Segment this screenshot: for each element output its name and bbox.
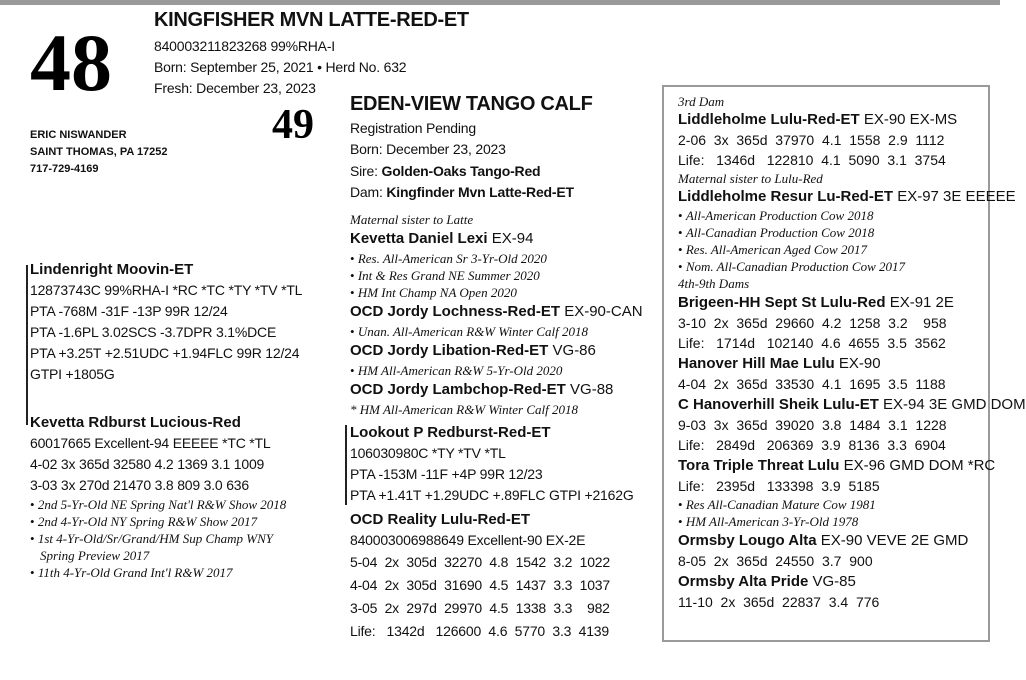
lougo-entry [678,530,984,551]
lot-48-reg: 840003211823268 99%RHA-I [154,38,335,54]
resur-note: • All-Canadian Production Cow 2018 [678,224,984,241]
mae-record: 4-04 2x 365d 33530 4.1 1695 3.5 1188 [678,376,946,392]
resur-note: • All-American Production Cow 2018 [678,207,984,224]
sire-line: 12873743C 99%RHA-I *RC *TC *TY *TV *TL [30,282,303,298]
pride-name: Ormsby Alta Pride [678,573,809,590]
sire-line: PTA +3.25T +2.51UDC +1.94FLC 99R 12/24 [30,345,300,361]
lougo-record: 8-05 2x 365d 24550 3.7 900 [678,553,873,569]
consignor-city: SAINT THOMAS, PA 17252 [30,146,168,158]
sire-bracket [26,265,28,425]
dam-line: 4-02 3x 365d 32580 4.2 1369 3.1 1009 [30,456,265,472]
lexi-note: • Int & Res Grand NE Summer 2020 [350,267,650,284]
threat-entry [678,455,996,476]
third-dam-label: 3rd Dam [678,94,725,109]
mgs-line: 106030980C *TY *TV *TL [350,445,506,461]
sister-label: Maternal sister to Lulu-Red [678,171,823,186]
lexi-note: • HM Int Champ NA Open 2020 [350,284,650,301]
mgs-block-name: Lookout P Redburst-Red-ET [350,424,551,441]
sept-entry [678,292,984,313]
lochness-note: • Unan. All-American R&W Winter Calf 2018 [350,323,650,340]
lochness-entry [350,301,650,323]
siblings-block [350,211,650,418]
lochness-class: EX-90-CAN [564,303,643,320]
lambchop-name: OCD Jordy Lambchop-Red-ET [350,381,566,398]
dam-note: • 1st 4-Yr-Old/Sr/Grand/HM Sup Champ WNY [30,530,350,547]
sheik-entry [678,394,1026,415]
dam-note: • 2nd 5-Yr-Old NE Spring Nat'l R&W Show 2018 [30,496,350,513]
sire-line: PTA -1.6PL 3.02SCS -3.7DPR 3.1%DCE [30,324,277,340]
threat-record: Life: 2395d 133398 3.9 5185 [678,478,880,494]
dam-line: 3-03 3x 270d 21470 3.8 809 3.0 636 [30,477,249,493]
consignor-name: ERIC NISWANDER [30,129,127,141]
granddam-line: 3-05 2x 297d 29970 4.5 1338 3.3 982 [350,600,610,616]
lambchop-note: * HM All-American R&W Winter Calf 2018 [350,401,650,418]
pride-class: VG-85 [812,573,856,590]
libation-name: OCD Jordy Libation-Red-ET [350,342,549,359]
dam-line: 60017665 Excellent-94 EEEEE *TC *TL [30,435,271,451]
granddam-line: 840003006988649 Excellent-90 EX-2E [350,532,586,548]
resur-name: Liddleholme Resur Lu-Red-ET [678,188,894,205]
sheik-record: 9-03 3x 365d 39020 3.8 1484 3.1 1228 [678,417,947,433]
lot-48-name: KINGFISHER MVN LATTE-RED-ET [154,9,469,31]
lulu-entry [678,110,984,130]
lulu-record: 2-06 3x 365d 37970 4.1 1558 2.9 1112 [678,132,945,148]
mgs-line: PTA -153M -11F +4P 99R 12/23 [350,466,543,482]
resur-note: • Nom. All-Canadian Production Cow 2017 [678,258,984,275]
threat-note: • HM All-American 3-Yr-Old 1978 [678,513,984,530]
granddam-block-name: OCD Reality Lulu-Red-ET [350,511,531,528]
lot-48-born: Born: September 25, 2021 • Herd No. 632 [154,59,407,75]
sire-label: Sire: [350,163,378,179]
libation-entry [350,340,650,362]
granddam-line: 5-04 2x 305d 32270 4.8 1542 3.2 1022 [350,554,610,570]
sept-record: 3-10 2x 365d 29660 4.2 1258 3.2 958 [678,315,947,331]
lexi-name: Kevetta Daniel Lexi [350,230,488,247]
sheik-name: C Hanoverhill Sheik Lulu-ET [678,396,879,413]
lougo-class: EX-90 VEVE 2E GMD [820,532,969,549]
lochness-name: OCD Jordy Lochness-Red-ET [350,303,561,320]
sire-name: Golden-Oaks Tango-Red [381,163,541,179]
lulu-class: EX-90 EX-MS [863,111,958,128]
lougo-name: Ormsby Lougo Alta [678,532,817,549]
lot-49-sire [350,162,540,180]
lot-49-name: EDEN-VIEW TANGO CALF [350,93,593,115]
lot-49-dam [350,183,574,201]
maternal-sister-label: Maternal sister to Latte [350,212,474,227]
mae-name: Hanover Hill Mae Lulu [678,355,835,372]
sept-name: Brigeen-HH Sept St Lulu-Red [678,294,886,311]
pride-entry [678,571,984,592]
lot-48-number: 48 [30,17,112,108]
lambchop-class: VG-88 [570,381,614,398]
lot-49-born: Born: December 23, 2023 [350,141,506,157]
mgs-block [350,423,650,506]
dam-label: Dam: [350,184,383,200]
granddam-block [350,510,650,643]
lulu-name: Liddleholme Lulu-Red-ET [678,111,860,128]
dam-name: Kingfinder Mvn Latte-Red-ET [386,184,574,200]
sept-record: Life: 1714d 102140 4.6 4655 3.5 3562 [678,335,946,351]
sire-block [30,260,350,385]
mgs-line: PTA +1.41T +1.29UDC +.89FLC GTPI +2162G [350,487,634,503]
dam-block [30,413,350,581]
lexi-note: • Res. All-American Sr 3-Yr-Old 2020 [350,250,650,267]
dam-note: • 11th 4-Yr-Old Grand Int'l R&W 2017 [30,564,350,581]
pride-record: 11-10 2x 365d 22837 3.4 776 [678,594,880,610]
sheik-record: Life: 2849d 206369 3.9 8136 3.3 6904 [678,437,946,453]
lambchop-entry [350,379,650,401]
mae-class: EX-90 [838,355,881,372]
granddam-line: 4-04 2x 305d 31690 4.5 1437 3.3 1037 [350,577,610,593]
threat-class: EX-96 GMD DOM *RC [843,457,996,474]
granddam-line: Life: 1342d 126600 4.6 5770 3.3 4139 [350,623,609,639]
dam-line-box [662,85,1026,642]
threat-note: • Res All-Canadian Mature Cow 1981 [678,496,984,513]
sire-block-name: Lindenright Moovin-ET [30,261,194,278]
lulu-record: Life: 1346d 122810 4.1 5090 3.1 3754 [678,152,946,168]
dam-block-name: Kevetta Rdburst Lucious-Red [30,414,241,431]
dam-note-cont: Spring Preview 2017 [40,548,150,563]
lot-48-fresh: Fresh: December 23, 2023 [154,80,316,96]
lexi-class: EX-94 [491,230,534,247]
sire-line: PTA -768M -31F -13P 99R 12/24 [30,303,228,319]
sept-class: EX-91 2E [889,294,954,311]
sheik-class: EX-94 3E GMD DOM [883,396,1026,413]
lot-49-number: 49 [272,102,314,148]
libation-note: • HM All-American R&W 5-Yr-Old 2020 [350,362,650,379]
dams-4-9-label: 4th-9th Dams [678,276,750,291]
consignor-phone: 717-729-4169 [30,163,99,175]
mae-entry [678,353,984,374]
resur-note: • Res. All-American Aged Cow 2017 [678,241,984,258]
resur-entry [678,187,1016,207]
resur-class: EX-97 3E EEEEE [897,188,1016,205]
libation-class: VG-86 [552,342,596,359]
threat-name: Tora Triple Threat Lulu [678,457,840,474]
lexi-entry [350,228,650,250]
mgs-bracket [345,425,347,505]
sire-line: GTPI +1805G [30,366,115,382]
dam-note: • 2nd 4-Yr-Old NY Spring R&W Show 2017 [30,513,350,530]
lot-49-reg: Registration Pending [350,120,476,136]
top-rule [0,0,1000,5]
